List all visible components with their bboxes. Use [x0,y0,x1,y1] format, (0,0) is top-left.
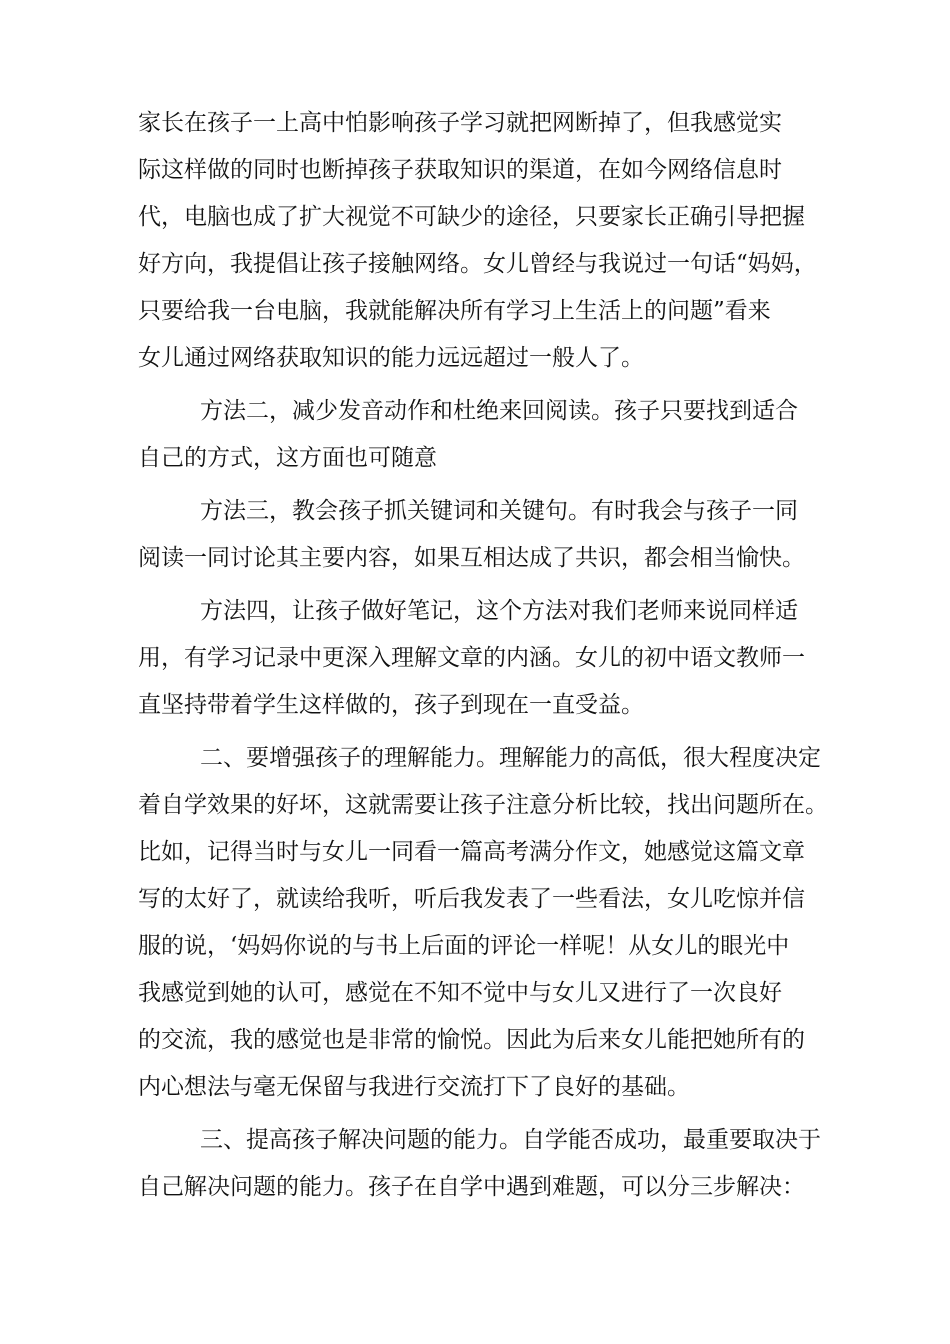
text-line: 比如，记得当时与女儿一同看一篇高考满分作文，她感觉这篇文章 [138,839,805,865]
text-line: 际这样做的同时也断掉孩子获取知识的渠道，在如今网络信息时 [138,157,782,183]
paragraph [138,588,878,729]
paragraph [138,388,878,482]
text-line: 服的说，‘妈妈你说的与书上后面的评论一样呢！从女儿的眼光中 [138,933,790,959]
text-line: 写的太好了，就读给我听，听后我发表了一些看法，女儿吃惊并信 [138,886,805,912]
paragraph [138,488,878,582]
paragraph [138,100,878,382]
text-line: 阅读一同讨论其主要内容，如果互相达成了共识，都会相当愉快。 [138,545,805,571]
text-line: 自己解决问题的能力。孩子在自学中遇到难题，可以分三步解决： [138,1174,805,1200]
text-line: 的交流，我的感觉也是非常的愉悦。因此为后来女儿能把她所有的 [138,1027,805,1053]
text-line: 三、提高孩子解决问题的能力。自学能否成功，最重要取决于 [200,1127,821,1153]
document-body [138,100,878,1211]
text-line: 用，有学习记录中更深入理解文章的内涵。女儿的初中语文教师一 [138,645,805,671]
text-line: 方法三，教会孩子抓关键词和关键句。有时我会与孩子一同 [200,498,798,524]
text-line: 直坚持带着学生这样做的，孩子到现在一直受益。 [138,692,644,718]
text-line: 家长在孩子一上高中怕影响孩子学习就把网断掉了，但我感觉实 [138,110,782,136]
text-line: 代，电脑也成了扩大视觉不可缺少的途径，只要家长正确引导把握 [138,204,805,230]
text-line: 二、要增强孩子的理解能力。理解能力的高低，很大程度决定 [200,745,821,771]
text-line: 好方向，我提倡让孩子接触网络。女儿曾经与我说过一句话“妈妈， [138,251,817,277]
text-line: 方法四，让孩子做好笔记，这个方法对我们老师来说同样适 [200,598,798,624]
paragraph [138,1117,878,1211]
text-line: 我感觉到她的认可，感觉在不知不觉中与女儿又进行了一次良好 [138,980,782,1006]
text-line: 自己的方式，这方面也可随意 [138,445,437,471]
text-line: 方法二，减少发音动作和杜绝来回阅读。孩子只要找到适合 [200,398,798,424]
text-line: 内心想法与毫无保留与我进行交流打下了良好的基础。 [138,1074,690,1100]
text-line: 只要给我一台电脑，我就能解决所有学习上生活上的问题”看来 [138,298,771,324]
text-line: 女儿通过网络获取知识的能力远远超过一般人了。 [138,345,644,371]
paragraph [138,735,878,1111]
text-line: 着自学效果的好坏，这就需要让孩子注意分析比较，找出问题所在。 [138,792,828,818]
